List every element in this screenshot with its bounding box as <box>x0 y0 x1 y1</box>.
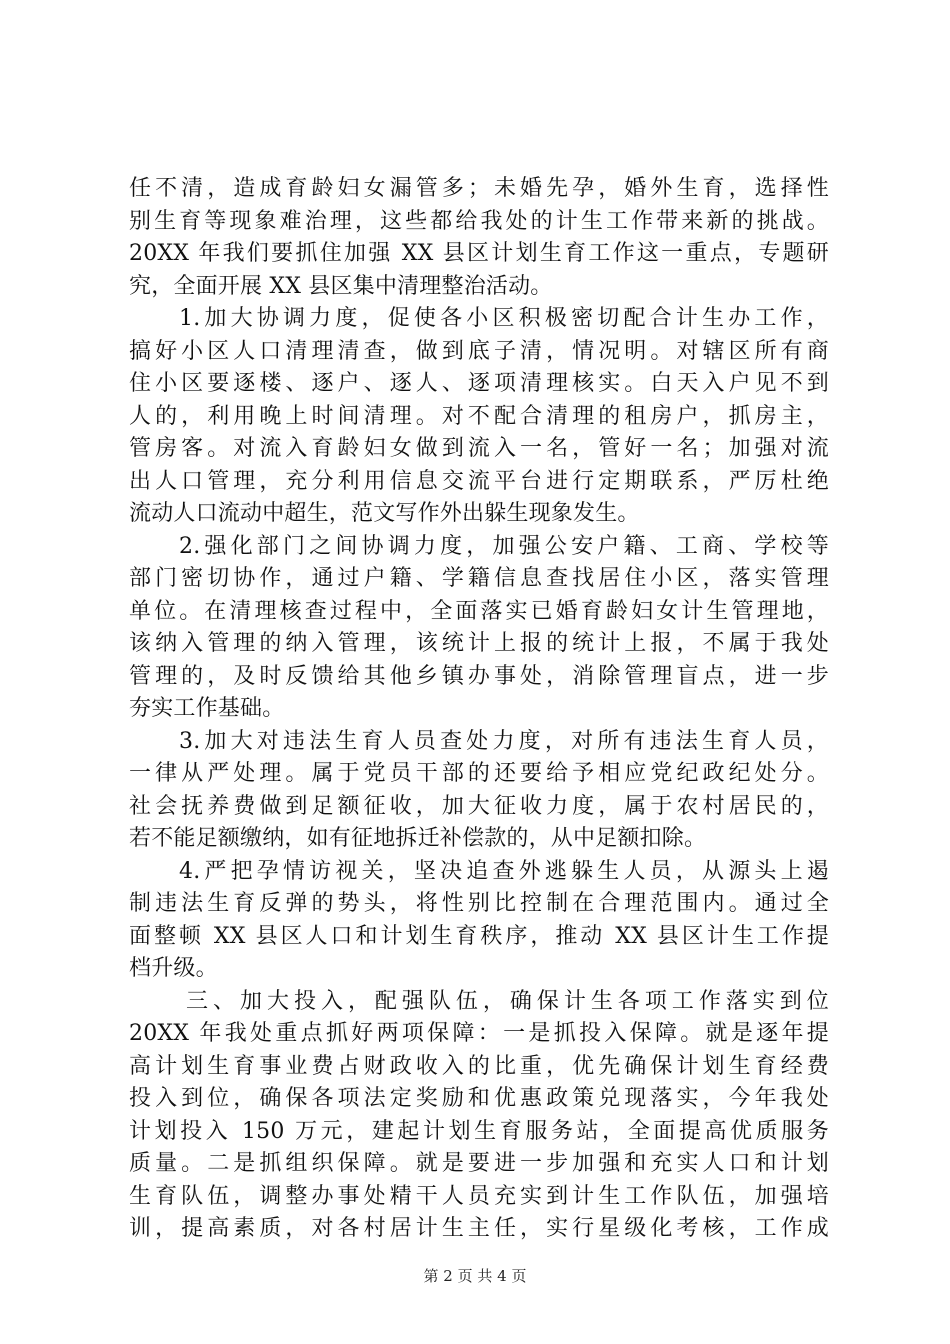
text-line: 别生育等现象难治理，这些都给我处的计生工作带来新的挑战。 <box>129 208 829 234</box>
text-line: 一律从严处理。属于党员干部的还要给予相应党纪政纪处分。 <box>129 761 829 786</box>
section-heading: 三、加大投入，配强队伍，确保计生各项工作落实到位 <box>186 988 829 1014</box>
text-line: 训，提高素质，对各村居计生主任，实行星级化考核，工作成 <box>129 1216 829 1241</box>
text-line: 人的，利用晚上时间清理。对不配合清理的租房户，抓房主， <box>129 403 829 429</box>
list-item-3-start: 3.加大对违法生育人员查处力度，对所有违法生育人员， <box>179 728 829 754</box>
text-line: 20XX 年我们要抓住加强 XX 县区计划生育工作这一重点，专题研 <box>129 241 829 266</box>
text-line: 搞好小区人口清理清查，做到底子清，情况明。对辖区所有商 <box>129 338 829 364</box>
page-footer <box>0 1266 950 1286</box>
text-line: 究，全面开展 XX 县区集中清理整治活动。 <box>129 273 553 299</box>
text-line: 部门密切协作，通过户籍、学籍信息查找居住小区，落实管理 <box>129 566 829 591</box>
text-line: 计划投入 150 万元，建起计划生育服务站，全面提高优质服务 <box>129 1118 829 1144</box>
text-line: 档升级。 <box>129 956 218 981</box>
text-line: 制违法生育反弹的势头，将性别比控制在合理范围内。通过全 <box>129 891 829 916</box>
text-line: 管理的，及时反馈给其他乡镇办事处，消除管理盲点，进一步 <box>129 663 829 689</box>
text-line: 任不清，造成育龄妇女漏管多；未婚先孕，婚外生育，选择性 <box>129 176 829 201</box>
text-line: 面整顿 XX 县区人口和计划生育秩序，推动 XX 县区计生工作提 <box>129 923 829 949</box>
text-line: 该纳入管理的纳入管理，该统计上报的统计上报，不属于我处 <box>129 631 829 656</box>
text-line: 社会抚养费做到足额征收，加大征收力度，属于农村居民的， <box>129 793 829 819</box>
list-item-2-start: 2.强化部门之间协调力度，加强公安户籍、工商、学校等 <box>179 533 829 559</box>
list-item-4-start: 4.严把孕情访视关，坚决追查外逃躲生人员，从源头上遏 <box>179 858 829 884</box>
text-line: 夯实工作基础。 <box>129 696 285 721</box>
text-line: 住小区要逐楼、逐户、逐人、逐项清理核实。白天入户见不到 <box>129 371 829 396</box>
text-line: 流动人口流动中超生，范文写作外出躲生现象发生。 <box>129 501 640 526</box>
text-line: 若不能足额缴纳，如有征地拆迁补偿款的，从中足额扣除。 <box>129 826 707 851</box>
text-line: 高计划生育事业费占财政收入的比重，优先确保计划生育经费 <box>129 1053 829 1079</box>
text-line: 出人口管理，充分利用信息交流平台进行定期联系，严厉杜绝 <box>129 468 829 494</box>
text-line: 投入到位，确保各项法定奖励和优惠政策兑现落实，今年我处 <box>129 1086 829 1111</box>
text-line: 单位。在清理核查过程中，全面落实已婚育龄妇女计生管理地， <box>129 598 829 624</box>
document-body <box>129 173 829 1246</box>
text-line: 管房客。对流入育龄妇女做到流入一名，管好一名；加强对流 <box>129 436 829 461</box>
text-line: 生育队伍，调整办事处精干人员充实到计生工作队伍，加强培 <box>129 1183 829 1209</box>
text-line: 质量。二是抓组织保障。就是要进一步加强和充实人口和计划 <box>129 1151 829 1176</box>
text-line: 20XX 年我处重点抓好两项保障：一是抓投入保障。就是逐年提 <box>129 1021 829 1046</box>
page-indicator: 第 2 页 共 4 页 <box>423 1267 527 1285</box>
list-item-1-start: 1.加大协调力度，促使各小区积极密切配合计生办工作， <box>179 306 829 331</box>
